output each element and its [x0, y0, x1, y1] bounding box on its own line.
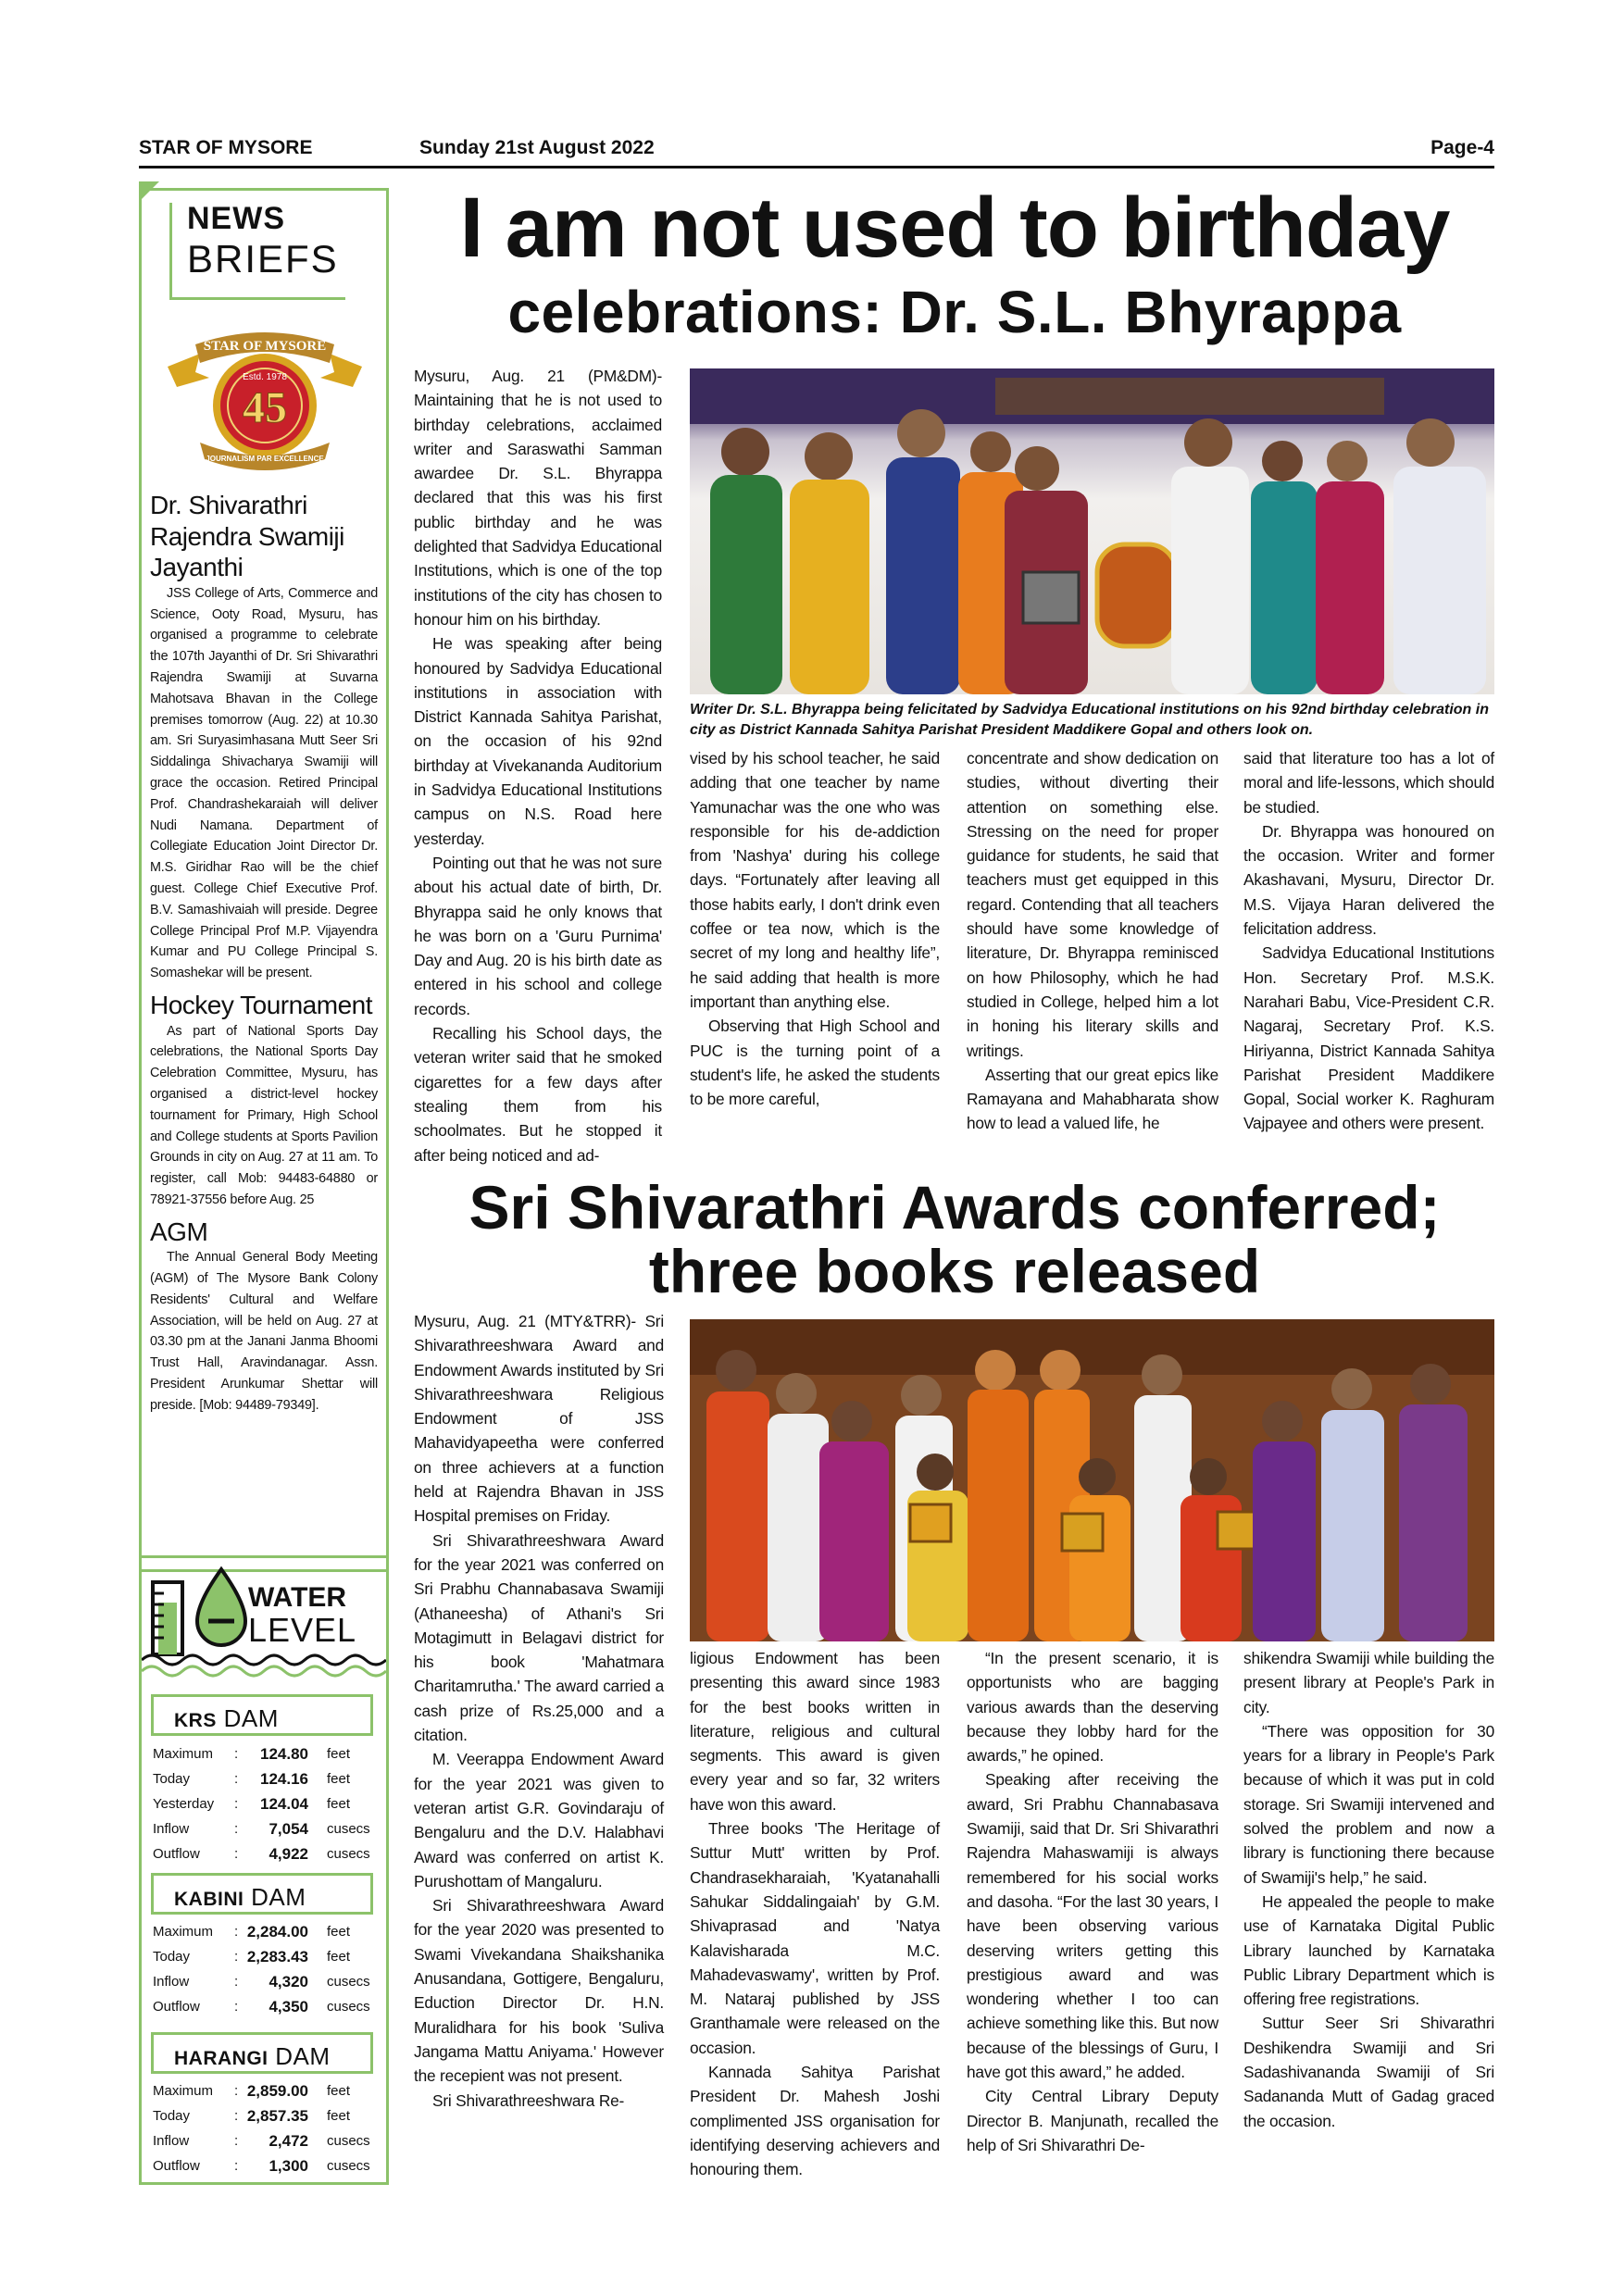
dam-row	[153, 2153, 384, 2178]
row-colon: :	[234, 1746, 239, 1762]
row-colon: :	[234, 1949, 239, 1965]
row-value: 4,320	[269, 1973, 308, 1990]
article1-photo	[690, 368, 1494, 694]
paragraph: Asserting that our great epics like Ramayana and Mahabharata show how to lead a valued life, he	[967, 1065, 1218, 1133]
paragraph: Mysuru, Aug. 21 (MTY&TRR)- Sri Shivarathreeshwara Award and Endowment Awards instituted by Sri Shivarathreeshwara Religious Endowment of JSS Mahavidyapeetha were conferred on three achievers at a function held at Rajendra Bhavan in JSS Hospital premises on Friday.	[414, 1312, 664, 1526]
dam-table-kabini	[153, 1919, 384, 2019]
dam-row	[153, 1969, 384, 1994]
dam-row	[153, 1766, 384, 1791]
row-value: 124.04	[260, 1795, 308, 1813]
row-colon: :	[234, 1771, 239, 1787]
article1-column-3	[967, 746, 1218, 1136]
article1-photo-caption: Writer Dr. S.L. Bhyrappa being felicitated by Sadvidya Educational institutions on his 92nd birthday celebration in city as District Kannada Sahitya Parishat President Maddikere Gopal and others look on.	[690, 702, 1489, 738]
brief-item	[150, 1217, 378, 1416]
row-unit: feet	[327, 1949, 351, 1965]
row-colon: :	[234, 1924, 239, 1940]
paragraph: Observing that High School and PUC is the turning point of a student's life, he asked the students to be more careful,	[690, 1017, 940, 1109]
row-unit: cusecs	[327, 1999, 370, 2015]
dam-name-suffix: DAM	[275, 2042, 331, 2070]
paragraph: Sri Shivarathreeshwara Award for the year 2021 was conferred on Sri Prabhu Channabasava Swamiji (Athaneesha) of Athani's Sri Motagimutt in Belagavi district for his book 'Mahatmara Charitamrutha.' The award carried a cash prize of Rs.25,000 and a citation.	[414, 1530, 664, 1745]
paragraph: vised by his school teacher, he said adding that one teacher by name Yamunachar was the one who was responsible for his de-addiction from 'Nashya' during his college days. “Fortunately after leaving all those habits early, I don't drink even coffee or tea now, which is the secret of my long and healthy life”, he said adding that health is more important than anything else.	[690, 749, 940, 1011]
article2-headline-line1: Sri Shivarathri Awards conferred;	[468, 1173, 1441, 1242]
paragraph: He was speaking after being honoured by Sadvidya Educational institutions in association with District Kannada Sahitya Parishat, on the occasion of his 92nd birthday at Vivekananda Auditorium in Sadvidya Educational Institutions campus on N.S. Road here yesterday.	[414, 634, 662, 848]
article1-column-1	[414, 364, 662, 1167]
paragraph: said that literature too has a lot of moral and life-lessons, which should be studied.	[1243, 749, 1494, 817]
row-unit: cusecs	[327, 1821, 370, 1837]
paragraph: Sri Shivarathreeshwara Award for the year 2020 was presented to Swami Vivekandana Shaikshanika Anusandana, Gottigere, Bengaluru, Eduction Director Dr. H.N. Muralidhara for his book 'Suliva Jangama Mattu Aniyama.' However the recepient was not present.	[414, 1896, 664, 2086]
row-value: 124.16	[260, 1770, 308, 1788]
row-value: 4,922	[269, 1845, 308, 1863]
briefs-list	[150, 490, 378, 1416]
brief-heading: Dr. Shivarathri Rajendra Swamiji Jayanthi	[150, 491, 344, 582]
row-label: Today	[153, 1771, 191, 1787]
paragraph: Dr. Bhyrappa was honoured on the occasion. Writer and former Akashavani, Mysuru, Director Dr. M.S. Vijaya Haran delivered the felicitation address.	[1243, 821, 1494, 939]
row-label: Outflow	[153, 1999, 200, 2015]
row-value: 2,859.00	[246, 2082, 308, 2100]
water-title: WATER	[248, 1582, 347, 1613]
logo-estd-text: Estd. 1978	[243, 372, 287, 382]
row-colon: :	[234, 1974, 239, 1990]
briefs-label: BRIEFS	[187, 237, 339, 281]
paragraph: Pointing out that he was not sure about his actual date of birth, Dr. Bhyrappa said he only knows that he was born on a 'Guru Purnima' Day and Aug. 20 is his birth date as entered in his school and college records.	[414, 853, 662, 1018]
article2-column-2	[690, 1646, 940, 2182]
dam-row	[153, 1994, 384, 2019]
row-colon: :	[234, 1846, 239, 1862]
row-label: Inflow	[153, 1821, 190, 1837]
article1-headline-line2: celebrations: Dr. S.L. Bhyrappa	[507, 279, 1402, 345]
page-number: Page-4	[1430, 137, 1494, 158]
paragraph: He appealed the people to make use of Karnataka Digital Public Library launched by Karnataka Public Library Department which is offering free registrations.	[1243, 1891, 1494, 2009]
article1-column-2	[690, 746, 940, 1111]
dam-row	[153, 1816, 384, 1841]
star-of-mysore-45-logo	[158, 313, 371, 478]
row-label: Maximum	[153, 1924, 214, 1940]
paragraph: City Central Library Deputy Director B. Manjunath, recalled the help of Sri Shivarathri De-	[967, 2087, 1218, 2154]
row-label: Today	[153, 1949, 191, 1965]
water-gauge-icon	[149, 1566, 251, 1658]
dam-name-suffix: DAM	[251, 1883, 306, 1911]
dam-row	[153, 1741, 384, 1766]
row-label: Maximum	[153, 2083, 214, 2099]
paragraph: M. Veerappa Endowment Award for the year 2021 was given to veteran artist G.R. Govindaraju of Bengaluru and the D.V. Halabhavi Award was conferred on artist K. Purushottam of Mangaluru.	[414, 1750, 664, 1890]
paragraph: concentrate and show dedication on studies, without diverting their attention on something else. Stressing on the need for proper guidance for students, he said that teachers must get equipped in this regard. Contending that all teachers should have some knowledge of literature, Dr. Bhyrappa reminisced on how Philosophy, which he had studied in College, helped him a lot in honing his literary skills and writings.	[967, 749, 1218, 1060]
article2-headline-line2: three books released	[648, 1237, 1261, 1306]
paragraph: shikendra Swamiji while building the present library at People's Park in city.	[1243, 1649, 1494, 1716]
row-colon: :	[234, 1796, 239, 1812]
dam-name-prefix: HARANGI	[174, 2048, 269, 2069]
row-label: Inflow	[153, 2133, 190, 2149]
news-briefs-sidebar	[139, 188, 389, 1572]
article2-column-3	[967, 1646, 1218, 2157]
dam-name-suffix: DAM	[223, 1704, 279, 1732]
dam-name-prefix: KRS	[174, 1710, 217, 1731]
dam-row	[153, 1919, 384, 1944]
news-briefs-title	[169, 203, 345, 300]
article2-column-1	[414, 1309, 664, 2113]
paper-name: STAR OF MYSORE	[139, 137, 313, 158]
paragraph: Sri Shivarathreeshwara Re-	[432, 2090, 625, 2110]
dam-row	[153, 1841, 384, 1866]
row-label: Inflow	[153, 1974, 190, 1990]
brief-body: As part of National Sports Day celebrations, the National Sports Day Celebration Committee, Mysuru, has organised a district-level hockey tournament for Primary, High School and College students at Sports Pavilion Grounds in city on Aug. 27 at 11 am. To register, call Mob: 94483-64880 or 78921-37556 before Aug. 25	[150, 1023, 378, 1207]
row-value: 4,350	[269, 1998, 308, 2015]
dam-header-krs	[151, 1694, 373, 1736]
row-label: Today	[153, 2108, 191, 2124]
row-unit: cusecs	[327, 2133, 370, 2149]
row-colon: :	[234, 2083, 239, 2099]
row-value: 7,054	[269, 1820, 308, 1838]
dam-row	[153, 2128, 384, 2153]
row-unit: feet	[327, 2083, 351, 2099]
paragraph: Mysuru, Aug. 21 (PM&DM)- Maintaining that he is not used to birthday celebrations, acclaimed writer and Saraswathi Samman awardee Dr. S.L. Bhyrappa declared that this was his first public birthday and he was delighted that Sadvidya Educational Institutions, which is one of the top institutions of the city has chosen to honour him on his birthday.	[414, 367, 662, 629]
row-value: 2,284.00	[246, 1923, 308, 1940]
paragraph: ligious Endowment has been presenting this award since 1983 for the best books written in literature, religious and cultural segments. This award is given every year and so far, 32 writers have won this award.	[690, 1649, 940, 1814]
paragraph: Recalling his School days, the veteran writer said that he smoked cigarettes for a few days after stealing them from his schoolmates. But he stopped it after being noticed and ad-	[414, 1024, 662, 1165]
row-unit: feet	[327, 2108, 351, 2124]
level-title: LEVEL	[248, 1611, 357, 1649]
row-colon: :	[234, 2108, 239, 2124]
paragraph: “In the present scenario, it is opportunists who are bagging various awards than the deserving because they lobby hard for the awards,” he opined.	[967, 1649, 1218, 1766]
row-colon: :	[234, 2133, 239, 2149]
brief-item	[150, 490, 378, 984]
brief-body: The Annual General Body Meeting (AGM) of The Mysore Bank Colony Residents' Cultural and Welfare Association, will be held on Aug. 27 at 03.30 pm at the Janani Janma Bhoomi Trust Hall, Aravindanagar. Assn. President Arunkumar Shettar will preside. [Mob: 94489-79349].	[150, 1250, 378, 1413]
row-unit: cusecs	[327, 1846, 370, 1862]
row-label: Outflow	[153, 2158, 200, 2174]
article2-photo	[690, 1319, 1494, 1641]
dam-row	[153, 2103, 384, 2128]
brief-heading: AGM	[150, 1217, 208, 1246]
brief-heading: Hockey Tournament	[150, 990, 372, 1019]
felicitation-photo-illustration	[690, 368, 1494, 694]
logo-ribbon-text: STAR OF MYSORE	[203, 339, 327, 354]
row-unit: cusecs	[327, 1974, 370, 1990]
brief-body: JSS College of Arts, Commerce and Science, Ooty Road, Mysuru, has organised a programme to celebrate the 107th Jayanthi of Dr. Sri Shivarathri Rajendra Swamiji at Suvarna Mahotsava Bhavan in the College premises tomorrow (Aug. 22) at 10.30 am. Sri Suryasimhasana Mutt Seer Sri Siddalinga Shivacharya Swamiji will grace the occasion. Retired Principal Prof. Chandrashekaraiah will deliver Nudi Namana. Department of Collegiate Education Joint Director Dr. M.S. Giridhar Rao will be the chief guest. College Chief Executive Prof. B.V. Samashivaiah will preside. Degree College Principal Prof M.P. Vijayendra Kumar and PU College Principal S. Somashekar will be present.	[150, 585, 378, 981]
row-value: 2,857.35	[246, 2107, 308, 2125]
paragraph: Kannada Sahitya Parishat President Dr. Mahesh Joshi complimented JSS organisation for identifying deserving achievers and honouring them.	[690, 2063, 940, 2179]
logo-motto-text: JOURNALISM PAR EXCELLENCE	[206, 455, 324, 463]
row-label: Yesterday	[153, 1796, 215, 1812]
row-colon: :	[234, 1999, 239, 2015]
logo-number: 45	[243, 383, 287, 432]
paragraph: Three books 'The Heritage of Suttur Mutt' written by Prof. Chandrasekharaiah, 'Kyatanahalli Sahukar Siddalingaiah' by G.M. Shivaprasad and 'Natya Kalavisharada M.C. Mahadevaswamy', written by Prof. M. Nataraj published by JSS Granthamale were released on the occasion.	[690, 1819, 940, 2057]
paragraph: Suttur Seer Sri Shivarathri Deshikendra Swamiji and Sri Sadashivananda Swamiji of Sri Sadananda Mutt of Gadag graced the occasion.	[1243, 2014, 1494, 2130]
row-unit: cusecs	[327, 2158, 370, 2174]
article2-headline	[415, 1173, 1494, 1306]
news-label: NEWS	[187, 201, 285, 236]
brief-item	[150, 990, 378, 1211]
dam-header-kabini	[151, 1873, 373, 1915]
dam-table-harangi	[153, 2078, 384, 2178]
row-value: 1,300	[269, 2157, 308, 2175]
awards-photo-illustration	[690, 1319, 1494, 1641]
row-unit: feet	[327, 1746, 351, 1762]
row-value: 2,283.43	[246, 1948, 308, 1965]
row-value: 2,472	[269, 2132, 308, 2150]
article2-column-4	[1243, 1646, 1494, 2133]
paragraph: Speaking after receiving the award, Sri Prabhu Channabasava Swamiji, said that Dr. Sri Shivarathri Rajendra Mahaswamiji is always remembered for his social works and dasoha. “For the last 30 years, I have been observing various deserving writers getting this prestigious award and was wondering whether I too can achieve something like this. But now because of the blessings of Guru, I have got this award,” he added.	[967, 1770, 1218, 2082]
article1-headline-line1: I am not used to birthday	[459, 181, 1450, 275]
dam-row	[153, 2078, 384, 2103]
row-unit: feet	[327, 1796, 351, 1812]
article1-column-4	[1243, 746, 1494, 1136]
row-label: Outflow	[153, 1846, 200, 1862]
paragraph: “There was opposition for 30 years for a library in People's Park because of which it was put in cold storage. Sri Swamiji intervened and solved the problem and now a library is functioning there because of Swamiji's help,” he said.	[1243, 1721, 1494, 1887]
dam-row	[153, 1944, 384, 1969]
row-label: Maximum	[153, 1746, 214, 1762]
page-header	[139, 137, 1494, 168]
paragraph: Sadvidya Educational Institutions Hon. Secretary Prof. M.S.K. Narahari Babu, Vice-President C.R. Nagaraj, Secretary Prof. K.S. Hiriyanna, District Kannada Sahitya Parishat President Maddikere Gopal, Social worker K. Raghuram Vajpayee and others were present.	[1243, 943, 1494, 1133]
dam-row	[153, 1791, 384, 1816]
row-colon: :	[234, 2158, 239, 2174]
water-wave-divider	[142, 1651, 386, 1678]
issue-date: Sunday 21st August 2022	[419, 137, 655, 158]
water-level-panel	[139, 1555, 389, 2185]
row-value: 124.80	[260, 1745, 308, 1763]
row-unit: feet	[327, 1924, 351, 1940]
dam-name-prefix: KABINI	[174, 1889, 244, 1910]
row-colon: :	[234, 1821, 239, 1837]
dam-header-harangi	[151, 2032, 373, 2074]
row-unit: feet	[327, 1771, 351, 1787]
dam-table-krs	[153, 1741, 384, 1866]
